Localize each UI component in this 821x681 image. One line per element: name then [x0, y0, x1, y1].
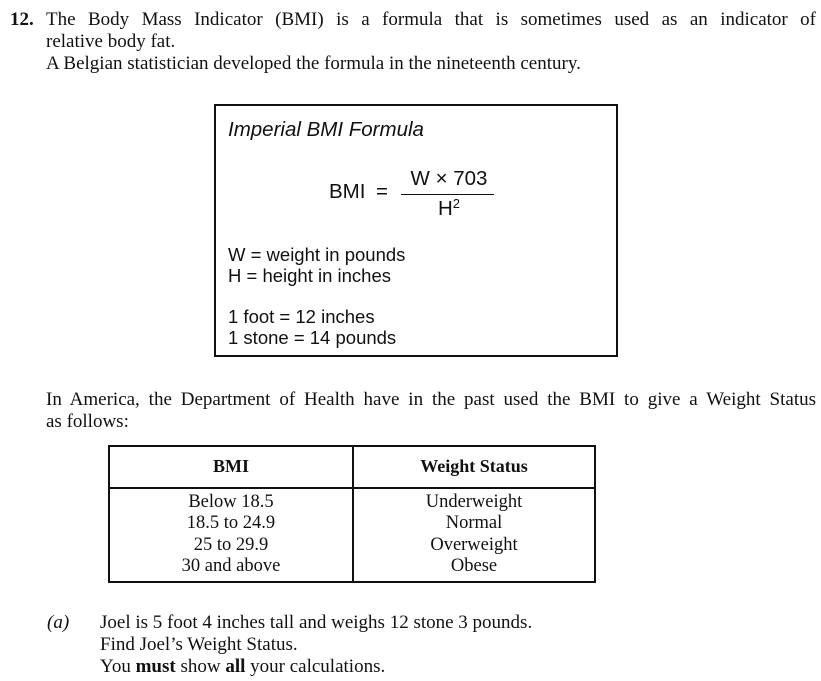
- definition-h: H = height in inches: [228, 265, 392, 286]
- emphasis-must: must: [135, 656, 176, 677]
- weight-status-intro-line-1: In America, the Department of Health have in the past used the BMI to give a Weight Status: [46, 389, 816, 410]
- weight-status-intro: [46, 389, 816, 433]
- part-a-line-2: Find Joel’s Weight Status.: [100, 634, 298, 655]
- conversion-foot: 1 foot = 12 inches: [228, 306, 375, 327]
- denominator-exponent: 2: [452, 196, 461, 211]
- table-cell-status: Obese: [450, 555, 498, 576]
- formula-title: Imperial BMI Formula: [228, 118, 424, 141]
- question-number: 12.: [10, 9, 34, 30]
- table-cell-status: Normal: [445, 513, 503, 534]
- part-a-line-3: [100, 656, 532, 678]
- part-a-line-3-middle: show: [175, 656, 226, 677]
- part-a-line-1: Joel is 5 foot 4 inches tall and weighs 12 stone 3 pounds.: [100, 612, 533, 633]
- question-intro: [46, 9, 816, 75]
- part-a-line-3-start: You: [100, 656, 136, 677]
- conversion-stone: 1 stone = 14 pounds: [228, 327, 397, 348]
- part-a-text: [100, 612, 532, 678]
- formula-equals: =: [376, 180, 388, 203]
- table-cell-bmi: 18.5 to 24.9: [186, 513, 276, 534]
- unit-conversions: [228, 306, 396, 348]
- table-cell-status: Underweight: [425, 492, 523, 512]
- formula-definitions: [228, 244, 405, 286]
- table-cell-bmi: 30 and above: [181, 555, 281, 576]
- intro-line-3: A Belgian statistician developed the formula in the nineteenth century.: [46, 53, 581, 74]
- intro-line-2: relative body fat.: [46, 31, 176, 52]
- intro-line-1: The Body Mass Indicator (BMI) is a formula that is sometimes used as an indicator of: [46, 9, 816, 30]
- formula-box: [214, 104, 618, 357]
- weight-status-table: [108, 445, 596, 583]
- formula-lhs: BMI: [329, 180, 366, 203]
- table-header-divider: [110, 487, 594, 489]
- table-cell-bmi: 25 to 29.9: [193, 534, 269, 555]
- denominator-base: H: [437, 197, 453, 220]
- formula-numerator: W × 703: [410, 167, 488, 190]
- weight-status-intro-line-2: as follows:: [46, 411, 129, 432]
- table-cell-status: Overweight: [430, 534, 518, 555]
- definition-w: W = weight in pounds: [228, 244, 406, 265]
- fraction-bar: [401, 194, 494, 195]
- emphasis-all: all: [225, 656, 246, 677]
- table-column-bmi: [110, 492, 352, 577]
- table-header-weight-status: Weight Status: [420, 456, 528, 476]
- part-a-line-3-end: your calculations.: [245, 656, 386, 677]
- part-a-label: (a): [47, 612, 70, 633]
- formula-denominator: [403, 196, 495, 221]
- table-cell-bmi: Below 18.5: [188, 492, 274, 512]
- table-header-bmi: BMI: [213, 456, 249, 476]
- table-column-weight-status: [354, 492, 594, 577]
